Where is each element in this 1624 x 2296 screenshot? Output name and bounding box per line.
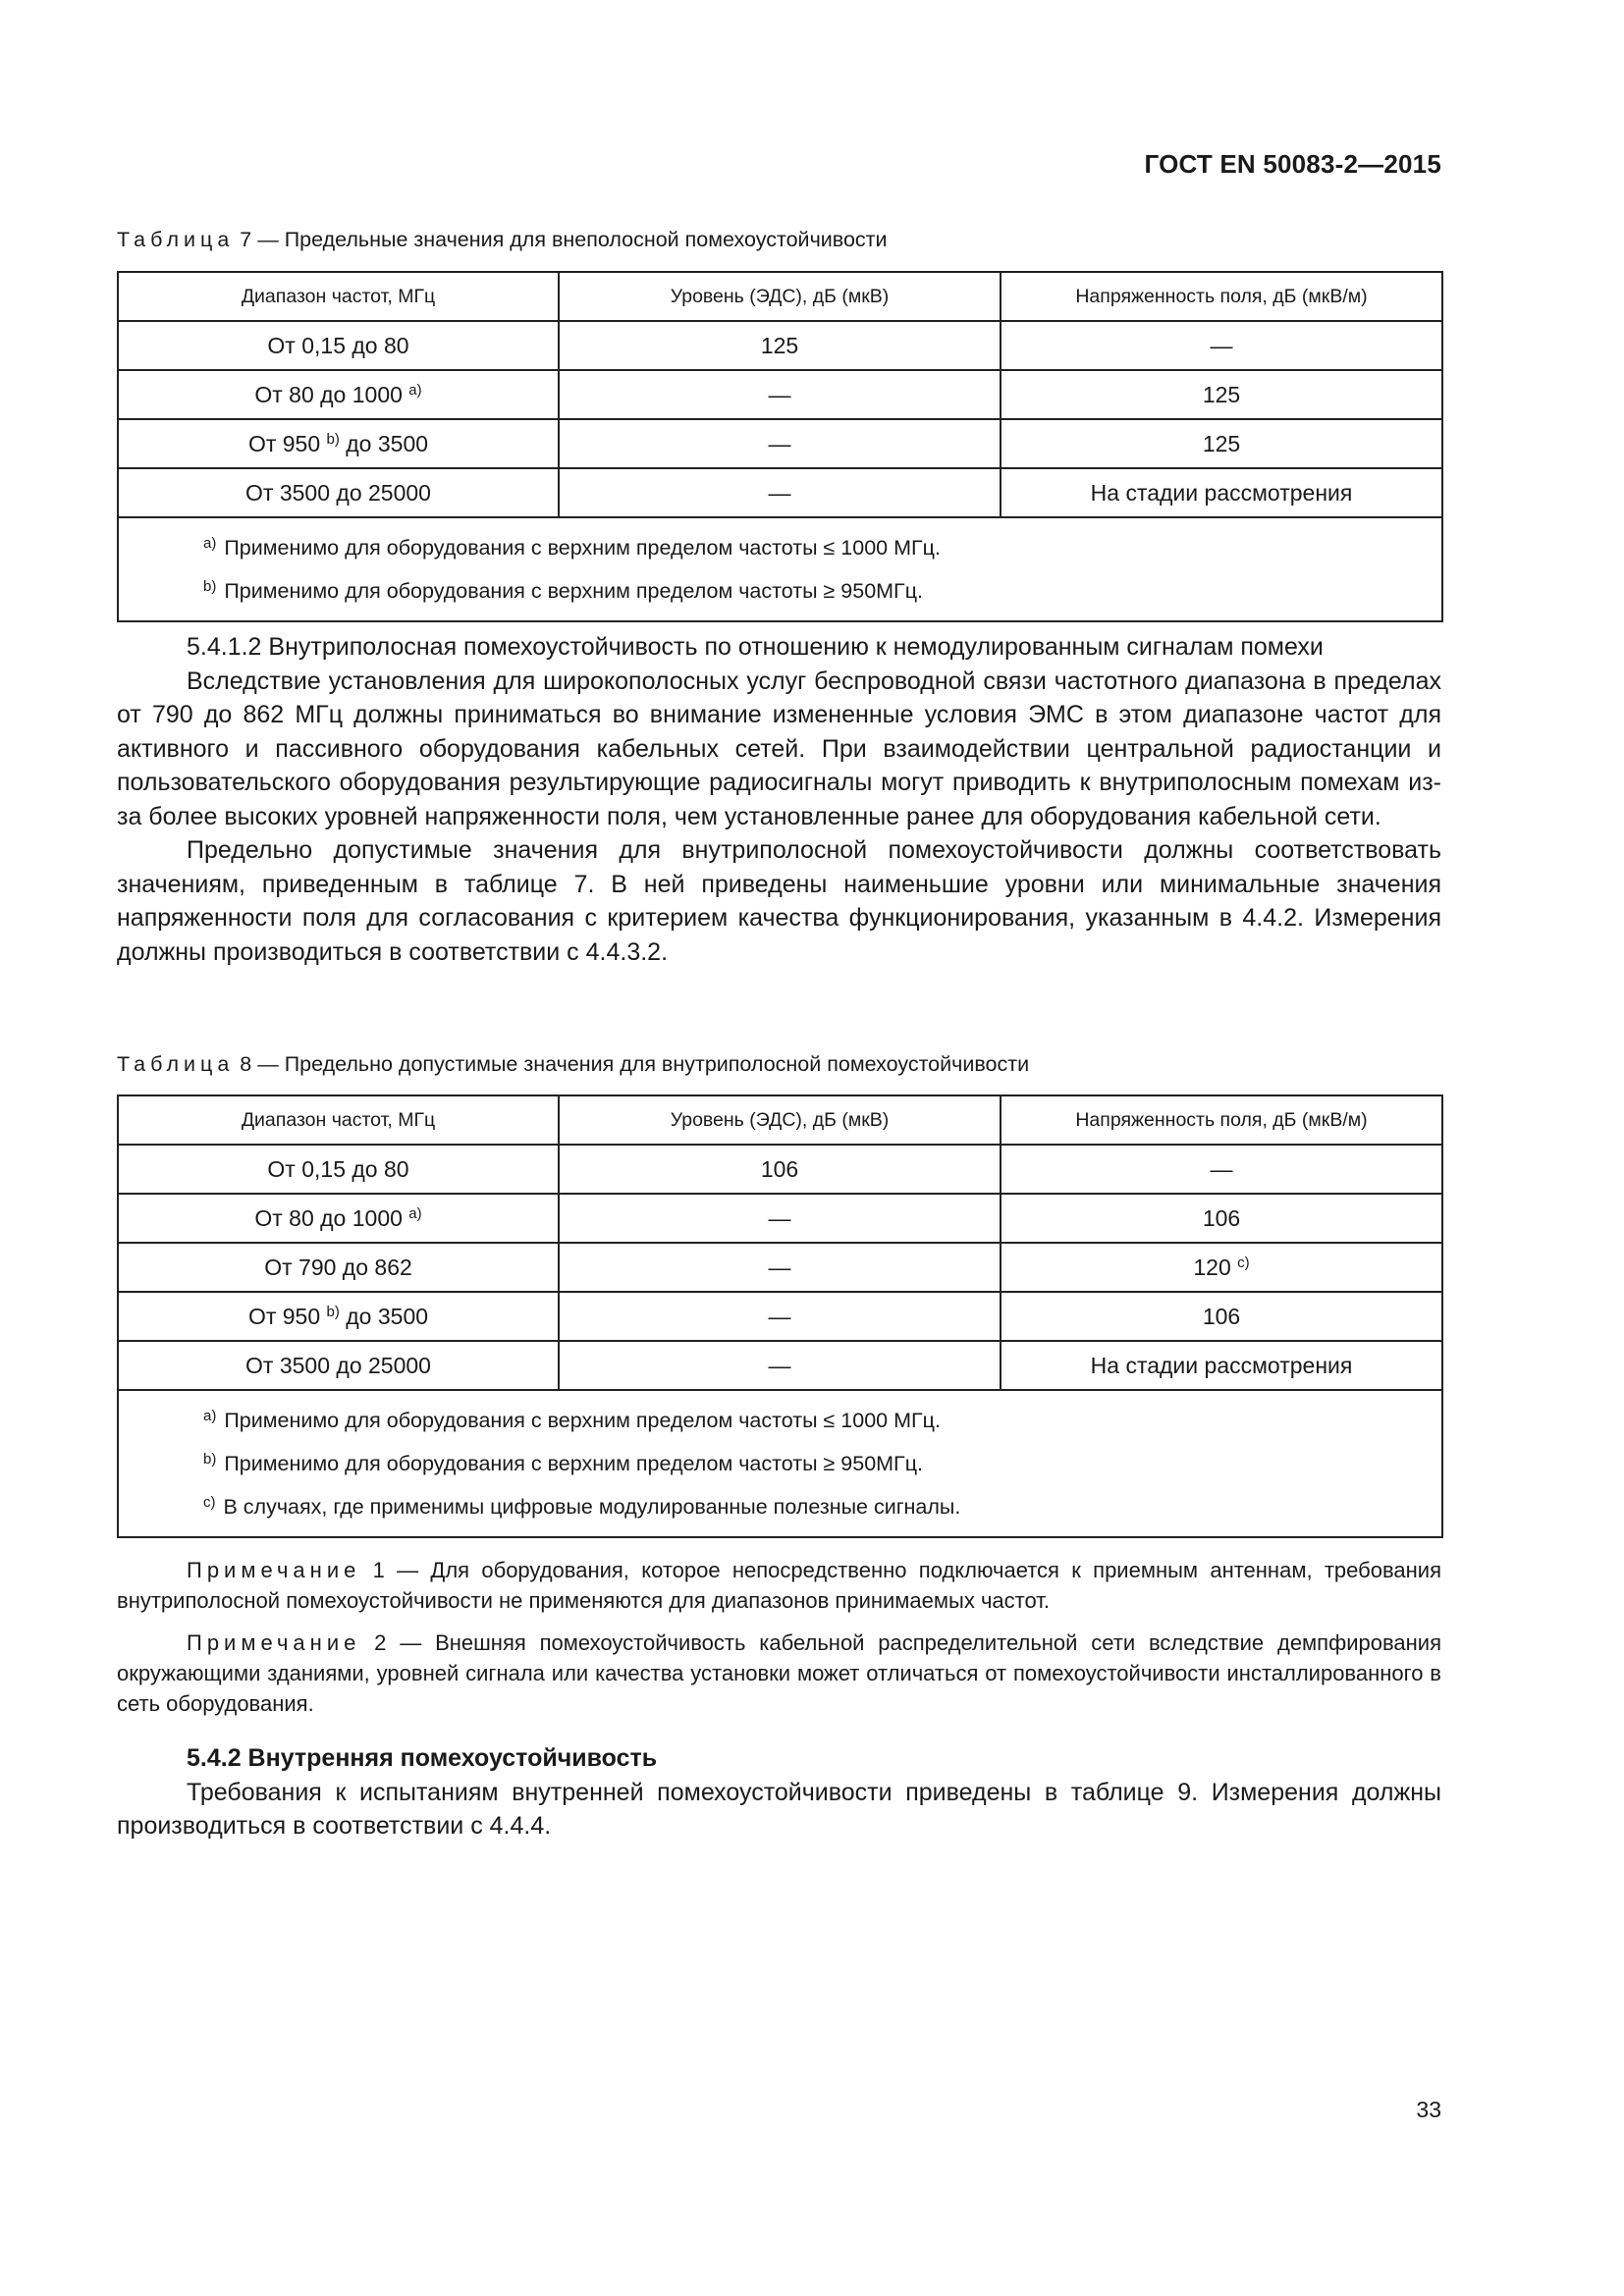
table7-header-row [118,272,1442,321]
footnote-ref: a) [408,381,422,399]
table7-caption [117,228,888,252]
table7-footnotes [118,517,1442,621]
footnote: $^{a)}$ Применимо для оборудования с верхним пределом частоты ≤ 1000 МГц. [203,535,941,560]
field-cell: 106 [1001,1292,1442,1341]
table8-col-range: Диапазон частот, МГц [118,1095,559,1145]
table-row [118,1145,1442,1194]
footnote-ref: a) [408,1204,422,1222]
level-cell: — [559,1194,1001,1243]
section-paragraph: Требования к испытаниям внутренней помехоустойчивости приведены в таблице 9. Измерения должны производиться в соответствии с 4.4.4. [117,1778,1441,1840]
table7-col-field: Напряженность поля, дБ (мкВ/м) [1001,272,1442,321]
page-number: 33 [1416,2097,1441,2122]
notes-block [117,1555,1441,1731]
table8 [117,1095,1443,1538]
table8-footnotes [118,1390,1442,1537]
table8-header-row [118,1095,1442,1145]
body-text [117,630,1441,969]
level-cell: — [559,1341,1001,1390]
field-cell: 120 $^{c)}$ [1001,1243,1442,1292]
range-cell: От 80 до 1000 $^{a)}$ [118,370,559,419]
range-cell: От 950 $^{b)}$ до 3500 [118,1292,559,1341]
paragraph-heading: 5.4.1.2 Внутриполосная помехоустойчивость по отношению к немодулированным сигналам помехи [187,633,1324,661]
range-cell: От 0,15 до 80 [118,1145,559,1194]
range-cell: От 3500 до 25000 [118,1341,559,1390]
table-row [118,1341,1442,1390]
table7 [117,271,1443,622]
table-row [118,321,1442,370]
field-cell: На стадии рассмотрения [1001,1341,1442,1390]
field-cell: На стадии рассмотрения [1001,468,1442,517]
table8-caption [117,1052,1029,1077]
field-cell: — [1001,321,1442,370]
table-row [118,1292,1442,1341]
field-cell: 125 [1001,370,1442,419]
table7-caption-text: 7 — Предельные значения для внеполосной помехоустойчивости [234,228,888,251]
paragraph: Предельно допустимые значения для внутриполосной помехоустойчивости должны соответствовать значениям, приведенным в таблице 7. В ней приведены наименьшие уровни или минимальные значения напряженности поля для согласования с критерием качества функционирования, указанным в 4.4.2. Измерения должны производиться в соответствии с 4.4.3.2. [117,836,1441,966]
level-cell: — [559,419,1001,468]
level-cell: 125 [559,321,1001,370]
table-row [118,419,1442,468]
table7-caption-label: Таблица [117,228,235,251]
table7-col-range: Диапазон частот, МГц [118,272,559,321]
table8-caption-label: Таблица [117,1052,235,1076]
table8-col-level: Уровень (ЭДС), дБ (мкВ) [559,1095,1001,1145]
footnote: $^{b)}$ Применимо для оборудования с верхним пределом частоты ≥ 950МГц. [203,578,923,603]
field-cell: 125 [1001,419,1442,468]
table8-caption-text: 8 — Предельно допустимые значения для внутриполосной помехоустойчивости [234,1052,1030,1076]
level-cell: — [559,1292,1001,1341]
table8-footnotes-row [118,1390,1442,1537]
field-cell: — [1001,1145,1442,1194]
footnote-ref: c) [1237,1254,1250,1271]
range-cell: От 3500 до 25000 [118,468,559,517]
table-row [118,1243,1442,1292]
level-cell: — [559,1243,1001,1292]
range-cell: От 0,15 до 80 [118,321,559,370]
table7-footnotes-row [118,517,1442,621]
footnote-ref: b) [326,430,340,448]
field-cell: 106 [1001,1194,1442,1243]
section-5-4-2 [117,1741,1441,1843]
note-1: Примечание 1 — Для оборудования, которое непосредственно подключается к приемным антеннам, требования внутриполосной помехоустойчивости не применяются для диапазонов принимаемых частот. [117,1558,1441,1613]
footnote: $^{a)}$ Применимо для оборудования с верхним пределом частоты ≤ 1000 МГц. [203,1408,941,1432]
range-cell: От 790 до 862 [118,1243,559,1292]
footnote-ref: b) [326,1303,340,1320]
section-heading: 5.4.2 Внутренняя помехоустойчивость [187,1744,658,1772]
range-cell: От 80 до 1000 $^{a)}$ [118,1194,559,1243]
level-cell: — [559,370,1001,419]
footnote: $^{c)}$ В случаях, где применимы цифровые модулированные полезные сигналы. [203,1494,961,1519]
level-cell: — [559,468,1001,517]
paragraph: Вследствие установления для широкополосных услуг беспроводной связи частотного диапазона в пределах от 790 до 862 МГц должны приниматься во внимание измененные условия ЭМС в этом диапазоне частот для активного и пассивного оборудования кабельных сетей. При взаимодействии центральной радиостанции и пользовательского оборудования результирующие радиосигналы могут приводить к внутриполосным помехам из-за более высоких уровней напряженности поля, чем установленные ранее для оборудования кабельной сети. [117,667,1441,830]
table-row [118,370,1442,419]
range-cell: От 950 $^{b)}$ до 3500 [118,419,559,468]
table-row [118,1194,1442,1243]
level-cell: 106 [559,1145,1001,1194]
note-2: Примечание 2 — Внешняя помехоустойчивость кабельной распределительной сети вследствие демпфирования окружающими зданиями, уровней сигнала или качества установки может отличаться от помехоустойчивости инсталлированного в сеть оборудования. [117,1630,1441,1716]
table7-col-level: Уровень (ЭДС), дБ (мкВ) [559,272,1001,321]
table8-col-field: Напряженность поля, дБ (мкВ/м) [1001,1095,1442,1145]
footnote: $^{b)}$ Применимо для оборудования с верхним пределом частоты ≥ 950МГц. [203,1451,923,1475]
table-row [118,468,1442,517]
document-header: ГОСТ EN 50083-2—2015 [1144,149,1441,179]
